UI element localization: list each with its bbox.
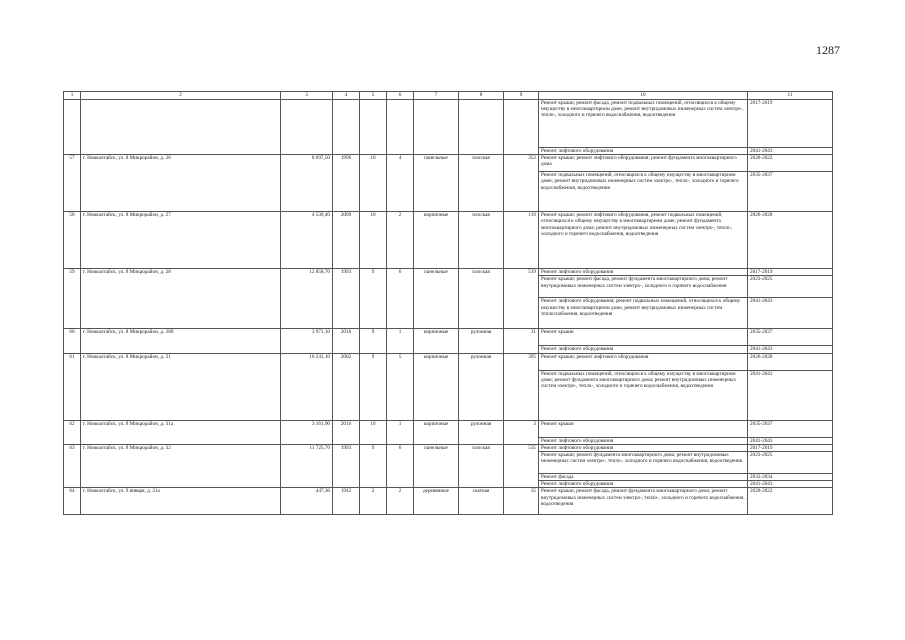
- total-area-cell: 11 725,70: [281, 444, 333, 488]
- entrances-cell: 1: [387, 420, 414, 444]
- entrances-cell: 2: [387, 212, 414, 269]
- row-number-cell: 58: [64, 212, 81, 269]
- residents-count-cell: [504, 100, 539, 155]
- address-cell: г. Новоалтайск, ул. 8 Микрорайон, д. 31а: [81, 420, 281, 444]
- total-area-cell: 3 161,90: [281, 420, 333, 444]
- address-cell: г. Новоалтайск, ул. 9 января, д. 21а: [81, 488, 281, 515]
- row-number-cell: 64: [64, 488, 81, 515]
- total-area-cell: 4 530,40: [281, 212, 333, 269]
- residents-count-cell: 35: [504, 488, 539, 515]
- wall-material-cell: кирпичные: [414, 353, 459, 420]
- column-number: 10: [539, 92, 748, 100]
- work-types-cell: Ремонт лифтового оборудования: [539, 346, 748, 353]
- address-cell: г. Новоалтайск, ул. 8 Микрорайон, д. 27: [81, 212, 281, 269]
- entrances-cell: 6: [387, 444, 414, 488]
- residents-count-cell: 519: [504, 269, 539, 329]
- work-types-cell: Ремонт крыши: [539, 420, 748, 437]
- total-area-cell: 3 971,10: [281, 329, 333, 353]
- column-number: 3: [281, 92, 333, 100]
- table-row: [64, 444, 833, 451]
- address-cell: г. Новоалтайск, ул. 8 Микрорайон, д. 28: [81, 269, 281, 329]
- work-types-cell: Ремонт крыши; ремонт фасада, ремонт фундамента многоквартирного дома; ремонт внутридомовых инженерных систем электро-, холодного и горячего водоснабжения: [539, 276, 748, 298]
- column-number: 11: [748, 92, 833, 100]
- address-cell: [81, 100, 281, 155]
- floors-cell: 10: [360, 155, 387, 212]
- entrances-cell: [387, 100, 414, 155]
- total-area-cell: 8 697,50: [281, 155, 333, 212]
- roof-type-cell: плоская: [459, 212, 504, 269]
- build-year-cell: 1942: [333, 488, 360, 515]
- work-types-cell: Ремонт подвальных помещений, относящихся к общему имуществу в многоквартирном доме; ремонт внутридомовых инженерных систем электро-, тепло-, холодного и горячего водоснабжения, водоотведения: [539, 172, 748, 212]
- row-number-cell: 60: [64, 329, 81, 353]
- floors-cell: 9: [360, 444, 387, 488]
- column-number: 1: [64, 92, 81, 100]
- table-row: [64, 212, 833, 269]
- column-number: 6: [387, 92, 414, 100]
- floors-cell: 10: [360, 420, 387, 444]
- floors-cell: 10: [360, 212, 387, 269]
- table-row: [64, 420, 833, 437]
- column-number: 5: [360, 92, 387, 100]
- wall-material-cell: [414, 100, 459, 155]
- work-period-cell: 2041-2043: [748, 481, 833, 488]
- work-period-cell: 2023-2025: [748, 276, 833, 298]
- wall-material-cell: панельные: [414, 269, 459, 329]
- work-period-cell: 2041-2043: [748, 437, 833, 444]
- wall-material-cell: кирпичные: [414, 212, 459, 269]
- work-period-cell: 2041-2043: [748, 298, 833, 329]
- row-number-cell: 63: [64, 444, 81, 488]
- entrances-cell: 5: [387, 353, 414, 420]
- build-year-cell: 2009: [333, 212, 360, 269]
- roof-type-cell: рулонная: [459, 353, 504, 420]
- work-types-cell: Ремонт крыши, ремонт фасада, ремонт подвальных помещений, относящихся к общему имуществу в многоквартирном доме, ремонт внутридомовых инженерных систем электро-, тепло-, холодного и горячего водоснабжения, водоотведения: [539, 100, 748, 148]
- page-number: 1287: [816, 43, 840, 57]
- total-area-cell: 12 858,70: [281, 269, 333, 329]
- work-period-cell: 2035-2037: [748, 172, 833, 212]
- work-period-cell: 2020-2022: [748, 488, 833, 515]
- table-row: [64, 100, 833, 148]
- residents-count-cell: 395: [504, 353, 539, 420]
- row-number-cell: 59: [64, 269, 81, 329]
- table-row: [64, 269, 833, 276]
- work-period-cell: 2026-2028: [748, 353, 833, 370]
- floors-cell: [360, 100, 387, 155]
- build-year-cell: 1993: [333, 269, 360, 329]
- work-period-cell: 2032-2034: [748, 474, 833, 481]
- work-period-cell: 2023-2025: [748, 452, 833, 474]
- work-types-cell: Ремонт крыши; ремонт фундамента многоквартирного дома; ремонт внутридомовых инженерных систем электро-, тепло-, холодного и горячего водоснабжения, водоотведения: [539, 452, 748, 474]
- table-row: [64, 488, 833, 515]
- wall-material-cell: кирпичные: [414, 329, 459, 353]
- housing-register-table: [63, 91, 833, 515]
- work-types-cell: Ремонт лифтового оборудования: [539, 437, 748, 444]
- address-cell: г. Новоалтайск, ул. 8 Микрорайон, д. 32: [81, 444, 281, 488]
- residents-count-cell: 535: [504, 444, 539, 488]
- work-types-cell: Ремонт лифтового оборудования; ремонт подвальных помещений, относящихся к общему имуществу в многоквартирном доме, ремонт внутридомовых инженерных систем теплоснабжения, водоотведения: [539, 298, 748, 329]
- column-number: 9: [504, 92, 539, 100]
- residents-count-cell: 352: [504, 155, 539, 212]
- row-number-cell: 62: [64, 420, 81, 444]
- work-types-cell: Ремонт крыши; ремонт лифтового оборудования; ремонт фундамента многоквартирного дома: [539, 155, 748, 172]
- work-types-cell: Ремонт крыши: [539, 329, 748, 346]
- work-types-cell: Ремонт крыши; ремонт лифтового оборудования: [539, 353, 748, 370]
- floors-cell: 9: [360, 329, 387, 353]
- work-period-cell: 2026-2028: [748, 212, 833, 269]
- row-number-cell: 61: [64, 353, 81, 420]
- wall-material-cell: панельные: [414, 155, 459, 212]
- column-number: 2: [81, 92, 281, 100]
- wall-material-cell: деревянные: [414, 488, 459, 515]
- wall-material-cell: панельные: [414, 444, 459, 488]
- roof-type-cell: плоская: [459, 444, 504, 488]
- roof-type-cell: плоская: [459, 269, 504, 329]
- floors-cell: 9: [360, 353, 387, 420]
- work-period-cell: 2035-2037: [748, 329, 833, 346]
- row-number-cell: [64, 100, 81, 155]
- roof-type-cell: плоская: [459, 155, 504, 212]
- row-number-cell: 57: [64, 155, 81, 212]
- address-cell: г. Новоалтайск, ул. 8 Микрорайон, д. 26: [81, 155, 281, 212]
- work-types-cell: Ремонт лифтового оборудования: [539, 481, 748, 488]
- work-period-cell: 2020-2022: [748, 155, 833, 172]
- entrances-cell: 2: [387, 488, 414, 515]
- work-period-cell: 2041-2043: [748, 370, 833, 420]
- total-area-cell: 447,30: [281, 488, 333, 515]
- address-cell: г. Новоалтайск, ул. 8 Микрорайон, д. 28б: [81, 329, 281, 353]
- total-area-cell: [281, 100, 333, 155]
- work-types-cell: Ремонт фасада: [539, 474, 748, 481]
- column-number: 7: [414, 92, 459, 100]
- table-row: [64, 155, 833, 172]
- roof-type-cell: скатная: [459, 488, 504, 515]
- residents-count-cell: 116: [504, 212, 539, 269]
- entrances-cell: 6: [387, 269, 414, 329]
- work-period-cell: 2035-2037: [748, 420, 833, 437]
- total-area-cell: 10 241,10: [281, 353, 333, 420]
- work-types-cell: Ремонт лифтового оборудования: [539, 444, 748, 451]
- work-period-cell: 2017-2019: [748, 100, 833, 148]
- table-row: [64, 353, 833, 370]
- floors-cell: 9: [360, 269, 387, 329]
- floors-cell: 2: [360, 488, 387, 515]
- build-year-cell: 2016: [333, 329, 360, 353]
- work-types-cell: Ремонт лифтового оборудования: [539, 148, 748, 155]
- work-period-cell: 2041-2043: [748, 346, 833, 353]
- work-period-cell: 2041-2043: [748, 148, 833, 155]
- build-year-cell: 1996: [333, 155, 360, 212]
- work-types-cell: Ремонт подвальных помещений, относящихся к общему имуществу в многоквартирном доме; ремонт фундамента многоквартирного дома; ремонт внутридомовых инженерных систем электро-, тепло-, холодного и горячего водоснабжения, водоотведения: [539, 370, 748, 420]
- work-period-cell: 2017-2019: [748, 444, 833, 451]
- residents-count-cell: 3: [504, 420, 539, 444]
- build-year-cell: 1993: [333, 444, 360, 488]
- entrances-cell: 4: [387, 155, 414, 212]
- work-types-cell: Ремонт крыши, ремонт фасада, ремонт фундамента многоквартирного дома; ремонт внутридомовых инженерных систем электро-, тепло-, холодного и горячего водоснабжения, водоотведения: [539, 488, 748, 515]
- roof-type-cell: рулонная: [459, 329, 504, 353]
- build-year-cell: 2016: [333, 420, 360, 444]
- work-period-cell: 2017-2019: [748, 269, 833, 276]
- column-number: 4: [333, 92, 360, 100]
- entrances-cell: 1: [387, 329, 414, 353]
- wall-material-cell: кирпичные: [414, 420, 459, 444]
- roof-type-cell: рулонная: [459, 420, 504, 444]
- residents-count-cell: 31: [504, 329, 539, 353]
- work-types-cell: Ремонт крыши; ремонт лифтового оборудования, ремонт подвальных помещений, относящихся к общему имуществу в многоквартирном доме; ремонт фундамента многоквартирного дома; ремонт внутридомовых инженерных систем электро-, тепло-, холодного и горячего водоснабжения, водоотведения: [539, 212, 748, 269]
- build-year-cell: 2002: [333, 353, 360, 420]
- roof-type-cell: [459, 100, 504, 155]
- work-types-cell: Ремонт лифтового оборудования: [539, 269, 748, 276]
- column-number: 8: [459, 92, 504, 100]
- build-year-cell: [333, 100, 360, 155]
- table-row: [64, 329, 833, 346]
- address-cell: г. Новоалтайск, ул. 8 Микрорайон, д. 31: [81, 353, 281, 420]
- column-number-row: [64, 92, 833, 100]
